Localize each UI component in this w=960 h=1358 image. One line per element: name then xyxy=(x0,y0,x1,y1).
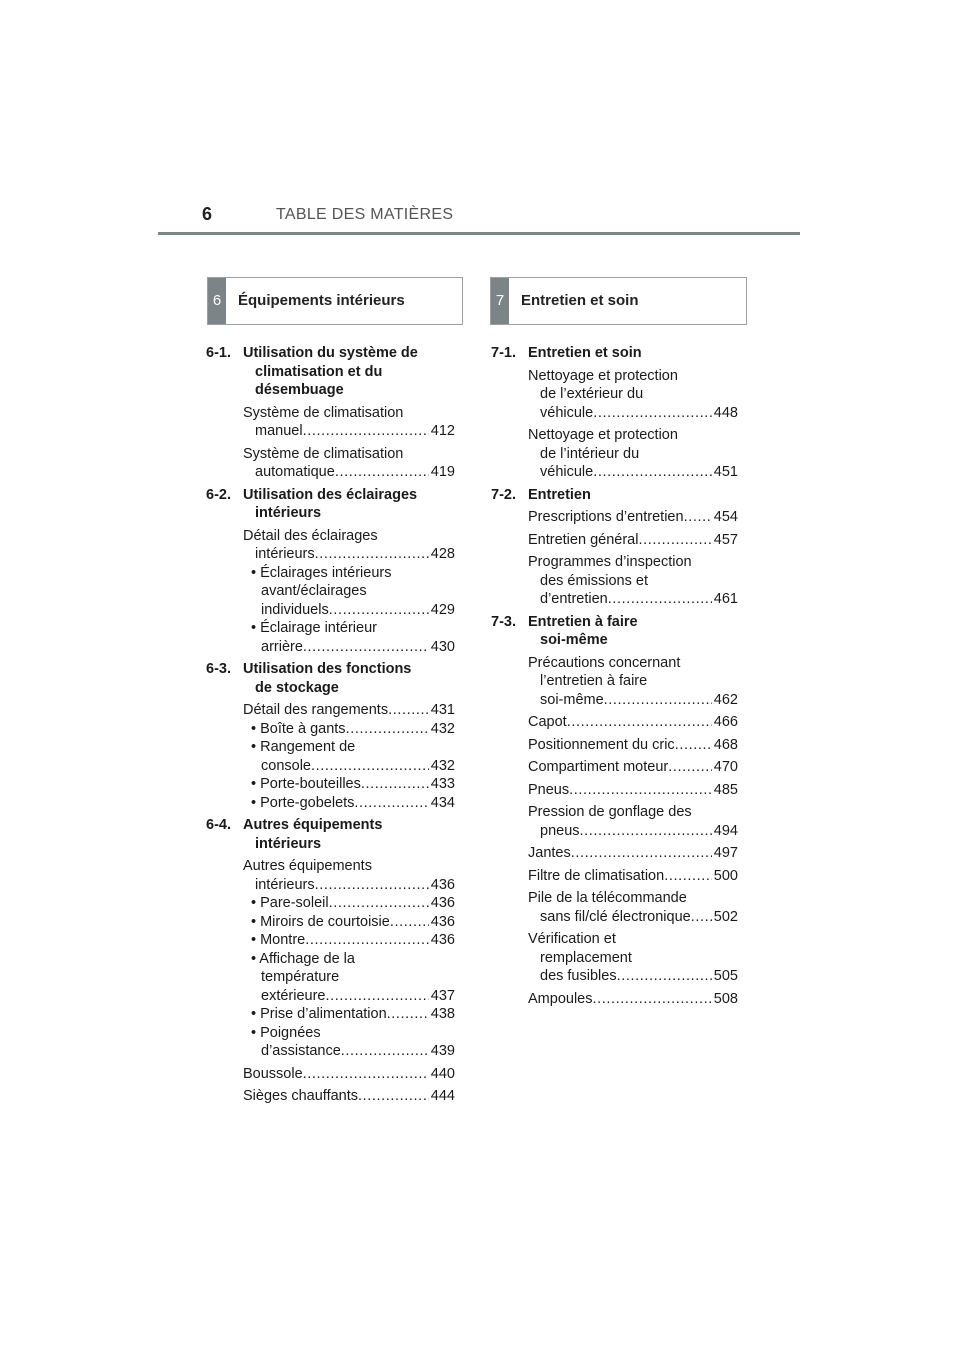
entry-leader-line xyxy=(491,590,738,609)
page-number: 6 xyxy=(202,204,213,224)
entry-text: Pile de la télécommande xyxy=(528,890,687,906)
entry-leader-line[interactable] xyxy=(206,794,455,813)
entry-text: • Montre xyxy=(251,932,306,948)
page-ref: 436 xyxy=(430,932,455,948)
page-ref: 429 xyxy=(430,601,455,618)
entry-leader-line[interactable] xyxy=(206,775,455,794)
entry-leader-line xyxy=(491,990,738,1009)
entry-leader-line xyxy=(206,422,455,441)
entry-text: • Boîte à gants xyxy=(251,720,346,737)
page-ref: 438 xyxy=(430,1006,455,1022)
chapter-number: 6-1. xyxy=(206,345,231,361)
entry-text: Capot xyxy=(528,714,567,730)
chapter-6-2[interactable] xyxy=(206,486,455,523)
entry-text[interactable]: • Rangement de xyxy=(251,739,356,755)
page-ref: 500 xyxy=(713,867,738,884)
entry-leader-line xyxy=(491,463,738,482)
chapter-title-cont: désembuage xyxy=(255,382,344,398)
entry-text: Positionnement du cric xyxy=(528,736,675,753)
entry-text: Compartiment moteur xyxy=(528,759,669,775)
toc-entry[interactable] xyxy=(491,889,738,926)
chapter-6-1[interactable] xyxy=(206,344,455,400)
chapter-number: 6-4. xyxy=(206,817,231,833)
page-ref: 448 xyxy=(713,404,738,421)
entry-text: de l’intérieur du xyxy=(540,445,640,462)
entry-leader-line xyxy=(206,876,455,895)
chapter-title-cont: climatisation et du xyxy=(255,363,383,380)
chapter-title-cont: intérieurs xyxy=(255,505,322,521)
entry-text: Détail des rangements xyxy=(243,702,389,718)
entry-text: avant/éclairages xyxy=(261,583,367,599)
toc-entry[interactable] xyxy=(491,844,738,863)
toc-entry[interactable] xyxy=(206,1087,455,1106)
page-ref: 436 xyxy=(430,913,455,930)
chapter-number: 6-3. xyxy=(206,661,231,677)
entry-text: soi-même xyxy=(540,691,604,708)
toc-entry[interactable] xyxy=(491,758,738,777)
entry-leader-line xyxy=(491,867,738,886)
entry-text: Entretien général xyxy=(528,531,639,548)
page-ref: 432 xyxy=(430,720,455,737)
entry-text: Nettoyage et protection xyxy=(528,427,678,443)
entry-text[interactable]: • Éclairage intérieur xyxy=(251,620,377,636)
page-ref: 439 xyxy=(430,1043,455,1059)
entry-text[interactable]: • Poignées xyxy=(251,1024,321,1041)
chapter-6-3[interactable] xyxy=(206,660,455,697)
entry-text: individuels xyxy=(261,601,329,618)
toc-entry[interactable] xyxy=(491,426,738,482)
entry-text: Précautions concernant xyxy=(528,654,681,671)
entry-leader-line[interactable] xyxy=(206,1005,455,1024)
chapter-title: Entretien à faire xyxy=(528,613,638,630)
chapter-7-2[interactable] xyxy=(491,486,738,505)
page-ref: 466 xyxy=(713,714,738,730)
entry-text: pneus xyxy=(540,822,580,839)
entry-text: arrière xyxy=(261,638,303,655)
chapter-number: 7-2. xyxy=(491,486,516,503)
entry-text: intérieurs xyxy=(255,546,315,562)
entry-leader-line xyxy=(491,736,738,755)
entry-leader-line[interactable] xyxy=(206,720,455,739)
page-ref: 468 xyxy=(713,736,738,753)
entry-leader-line xyxy=(491,822,738,841)
page-ref: 462 xyxy=(713,691,738,708)
toc-entry[interactable] xyxy=(491,803,738,840)
entry-leader-line[interactable] xyxy=(206,913,455,932)
entry-text: véhicule xyxy=(540,404,594,421)
page-ref: 508 xyxy=(713,990,738,1007)
entry-leader-line xyxy=(491,758,738,777)
entry-leader-line xyxy=(491,967,738,986)
entry-leader-line xyxy=(491,531,738,550)
page-ref: 461 xyxy=(713,591,738,607)
entry-text: extérieure xyxy=(261,987,326,1004)
entry-leader-line xyxy=(491,404,738,423)
toc-entry[interactable] xyxy=(206,445,455,482)
page-ref: 497 xyxy=(713,845,738,861)
entry-leader-line xyxy=(206,545,455,564)
chapter-title: Entretien xyxy=(528,486,591,503)
entry-text: Programmes d’inspection xyxy=(528,554,692,570)
entry-text: Jantes xyxy=(528,845,571,861)
toc-entry[interactable] xyxy=(491,508,738,527)
section-6-title: Équipements intérieurs xyxy=(238,292,405,309)
entry-leader-line xyxy=(206,638,455,657)
page-ref: 436 xyxy=(430,876,455,893)
toc-column-6 xyxy=(206,340,455,1106)
toc-entry[interactable] xyxy=(491,781,738,800)
entry-text: des émissions et xyxy=(540,572,648,589)
entry-leader-line xyxy=(206,1065,455,1084)
entry-text: manuel xyxy=(255,423,303,439)
toc-entry[interactable] xyxy=(206,701,455,812)
page-ref: 444 xyxy=(430,1088,455,1104)
entry-leader-line xyxy=(491,691,738,710)
entry-text: • Prise d’alimentation xyxy=(251,1006,387,1022)
chapter-title: Utilisation des fonctions xyxy=(243,661,412,677)
page-ref: 434 xyxy=(430,794,455,811)
entry-leader-line xyxy=(491,508,738,527)
entry-leader-line xyxy=(206,757,455,776)
entry-leader-line xyxy=(206,1042,455,1061)
chapter-title: Autres équipements xyxy=(243,817,383,833)
entry-leader-line[interactable] xyxy=(206,931,455,950)
entry-text: sans fil/clé électronique xyxy=(540,908,691,925)
toc-entry[interactable] xyxy=(206,527,455,657)
entry-text: Autres équipements xyxy=(243,858,372,874)
entry-text: Système de climatisation xyxy=(243,404,404,421)
chapter-title-cont: intérieurs xyxy=(255,835,322,852)
entry-text: de l’extérieur du xyxy=(540,386,644,402)
chapter-7-1[interactable] xyxy=(491,344,738,363)
page-title: TABLE DES MATIÈRES xyxy=(276,206,454,223)
toc-entry[interactable] xyxy=(206,857,455,1061)
toc-entry[interactable] xyxy=(491,713,738,732)
entry-text: Filtre de climatisation xyxy=(528,867,665,884)
entry-text: température xyxy=(261,969,340,985)
toc-entry[interactable] xyxy=(491,867,738,886)
page-ref: 437 xyxy=(430,987,455,1004)
entry-text: remplacement xyxy=(540,949,632,966)
entry-leader-line xyxy=(206,601,455,620)
page-ref: 430 xyxy=(430,638,455,655)
entry-text: véhicule xyxy=(540,464,594,480)
chapter-6-4[interactable] xyxy=(206,816,455,853)
chapter-title-cont: soi-même xyxy=(540,632,608,648)
entry-text: console xyxy=(261,757,311,774)
toc-entry[interactable] xyxy=(491,553,738,609)
header-divider xyxy=(158,232,800,235)
toc-entry[interactable] xyxy=(206,404,455,441)
section-7-header xyxy=(490,277,747,325)
page-ref: 457 xyxy=(713,531,738,548)
entry-text: Prescriptions d’entretien xyxy=(528,509,684,525)
chapter-number: 7-1. xyxy=(491,345,516,361)
entry-text[interactable]: • Éclairages intérieurs xyxy=(251,564,392,581)
entry-leader-line xyxy=(491,713,738,732)
toc-entry[interactable] xyxy=(491,654,738,710)
entry-text: Système de climatisation xyxy=(243,445,404,462)
entry-leader-line xyxy=(206,701,455,720)
entry-text: Pneus xyxy=(528,781,570,798)
section-6-tab: 6 xyxy=(208,278,226,324)
entry-leader-line xyxy=(206,987,455,1006)
toc-entry[interactable] xyxy=(491,367,738,423)
page-ref: 433 xyxy=(430,776,455,792)
page-ref: 502 xyxy=(713,908,738,925)
entry-leader-line[interactable] xyxy=(206,894,455,913)
entry-leader-line xyxy=(491,781,738,800)
page-ref: 494 xyxy=(713,822,738,839)
page-ref: 451 xyxy=(713,464,738,480)
entry-text: Nettoyage et protection xyxy=(528,367,678,384)
toc-entry[interactable] xyxy=(491,531,738,550)
page-ref: 440 xyxy=(430,1065,455,1082)
entry-text: intérieurs xyxy=(255,876,315,893)
chapter-number: 7-3. xyxy=(491,613,516,630)
page-ref: 454 xyxy=(713,509,738,525)
entry-text: • Porte-gobelets xyxy=(251,794,355,811)
section-6-header xyxy=(207,277,463,325)
chapter-title: Utilisation du système de xyxy=(243,345,418,361)
entry-text: • Porte-bouteilles xyxy=(251,776,361,792)
page-ref: 470 xyxy=(713,759,738,775)
chapter-title: Utilisation des éclairages xyxy=(243,486,418,503)
page-ref: 419 xyxy=(430,464,455,480)
entry-text: • Miroirs de courtoisie xyxy=(251,913,390,930)
entry-text: des fusibles xyxy=(540,968,617,984)
entry-leader-line xyxy=(491,908,738,927)
page-ref: 505 xyxy=(713,968,738,984)
page-ref: 432 xyxy=(430,757,455,774)
page-header xyxy=(0,0,960,240)
page-ref: 428 xyxy=(430,546,455,562)
entry-text: Sièges chauffants xyxy=(243,1088,359,1104)
entry-text: Pression de gonflage des xyxy=(528,804,692,820)
entry-leader-line xyxy=(206,1087,455,1106)
entry-text: Détail des éclairages xyxy=(243,527,378,544)
entry-text: Boussole xyxy=(243,1065,303,1082)
chapter-title-cont: de stockage xyxy=(255,679,339,696)
chapter-7-3[interactable] xyxy=(491,613,738,650)
entry-text: Vérification et xyxy=(528,931,616,947)
entry-text: l’entretien à faire xyxy=(540,673,648,689)
entry-leader-line xyxy=(491,844,738,863)
entry-text: d’assistance xyxy=(261,1043,341,1059)
section-7-title: Entretien et soin xyxy=(521,292,639,309)
page-ref: 431 xyxy=(430,702,455,718)
entry-leader-line xyxy=(206,463,455,482)
entry-text: d’entretien xyxy=(540,591,608,607)
page-ref: 485 xyxy=(713,781,738,798)
page-ref: 412 xyxy=(430,423,455,439)
entry-text: automatique xyxy=(255,464,335,480)
toc-entry[interactable] xyxy=(206,1065,455,1084)
toc-entry[interactable] xyxy=(491,930,738,986)
entry-text: • Pare-soleil xyxy=(251,895,329,911)
chapter-title: Entretien et soin xyxy=(528,345,642,361)
entry-text[interactable]: • Affichage de la xyxy=(251,950,355,967)
entry-text: Ampoules xyxy=(528,990,593,1007)
toc-entry[interactable] xyxy=(491,990,738,1009)
toc-entry[interactable] xyxy=(491,736,738,755)
chapter-number: 6-2. xyxy=(206,486,231,503)
page-ref: 436 xyxy=(430,895,455,911)
section-7-tab: 7 xyxy=(491,278,509,324)
toc-column-7 xyxy=(491,340,738,1008)
